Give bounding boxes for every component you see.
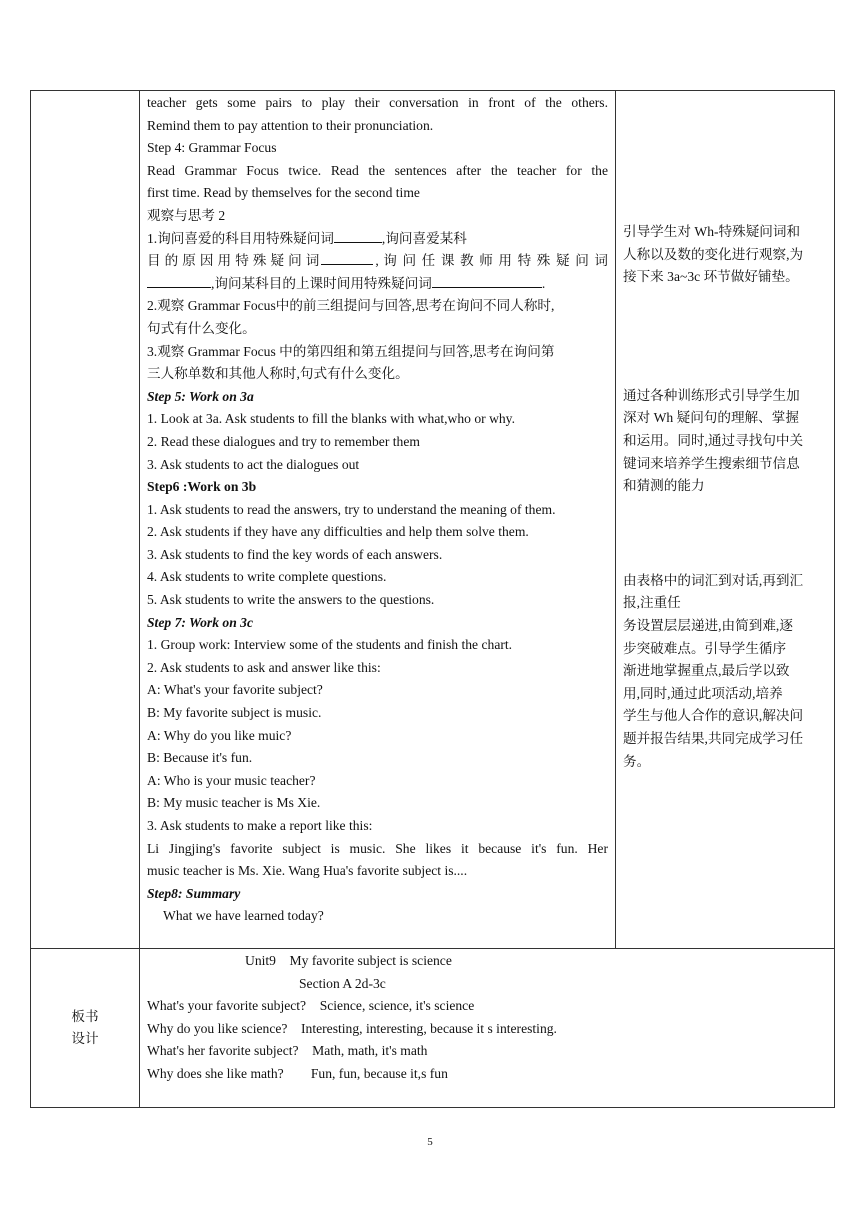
text-line: teacher gets some pairs to play their conversation in front of the others. xyxy=(147,95,608,110)
text-line: 2. Ask students to ask and answer like this: xyxy=(147,659,381,675)
fill-blank-line xyxy=(147,273,608,296)
text-line: first time. Read by themselves for the second time xyxy=(147,185,420,201)
note-line: 和运用。同时,通过寻找句中关 xyxy=(623,432,804,448)
text-line: 4. Ask students to write complete questions. xyxy=(147,569,387,585)
text-line: 2. Ask students if they have any difficulties and help them solve them. xyxy=(147,524,529,540)
text-line: 3. Ask students to find the key words of each answers. xyxy=(147,546,443,562)
procedure-row xyxy=(31,91,835,949)
board-design-cell xyxy=(140,949,835,1108)
note-line: 报,注重任 xyxy=(623,595,681,611)
fill-blank-line xyxy=(147,250,608,273)
text-line: 3. Ask students to act the dialogues out xyxy=(147,456,360,472)
dialogue-line: B: Because it's fun. xyxy=(147,750,253,766)
text-line: What we have learned today? xyxy=(163,908,324,924)
board-line: What's your favorite subject? Science, science, it's science xyxy=(147,998,475,1014)
board-line: Why do you like science? Interesting, interesting, because it s interesting. xyxy=(147,1020,557,1036)
text-segment: , 询 问 任 课 教 师 用 特 殊 疑 问 词 xyxy=(375,253,608,269)
note-line: 键词来培养学生搜索细节信息 xyxy=(623,455,800,471)
text-line: 3. Ask students to make a report like this: xyxy=(147,818,373,833)
procedure-cell xyxy=(140,91,616,949)
text-segment: 1.询问喜爱的科目用特殊疑问词 xyxy=(147,230,334,246)
text-line: 1. Look at 3a. Ask students to fill the blanks with what,who or why. xyxy=(147,411,515,427)
board-design-label-cell xyxy=(31,949,140,1108)
note-line: 人称以及数的变化进行观察,为 xyxy=(623,246,804,262)
page-number: 5 xyxy=(427,1136,433,1148)
step-heading: Step8: Summary xyxy=(147,885,241,901)
note-line: 步突破难点。引导学生循序 xyxy=(623,640,787,656)
dialogue-line: A: Who is your music teacher? xyxy=(147,772,316,788)
dialogue-line: A: What's your favorite subject? xyxy=(147,682,323,698)
text-line: music teacher is Ms. Xie. Wang Hua's favorite subject is.... xyxy=(147,863,468,879)
dialogue-line: A: Why do you like muic? xyxy=(147,727,292,743)
text-segment: ,询问喜爱某科 xyxy=(381,230,467,246)
note-line: 题并报告结果,共同完成学习任 xyxy=(623,730,804,746)
board-design-label: 设计 xyxy=(71,1031,99,1047)
answer-blank xyxy=(432,273,542,288)
note-line: 渐进地掌握重点,最后学以致 xyxy=(623,663,790,679)
text-line: 观察与思考 2 xyxy=(147,207,226,223)
step-heading: Step 4: Grammar Focus xyxy=(147,140,277,156)
board-line: Why does she like math? Fun, fun, because it,s fun xyxy=(147,1065,448,1081)
text-line: 2. Read these dialogues and try to remember them xyxy=(147,433,420,449)
answer-blank xyxy=(321,250,373,265)
text-line: 1. Ask students to read the answers, try to understand the meaning of them. xyxy=(147,501,556,517)
board-design-label: 板书 xyxy=(71,1009,99,1025)
answer-blank xyxy=(334,228,382,243)
fill-blank-line xyxy=(147,228,608,251)
note-line: 接下来 3a~3c 环节做好铺垫。 xyxy=(623,269,799,285)
empty-label-cell xyxy=(31,91,140,949)
text-line: 3.观察 Grammar Focus 中的第四组和第五组提问与回答,思考在询问第 xyxy=(147,343,555,359)
board-design-row xyxy=(31,949,835,1108)
note-line: 通过各种训练形式引导学生加 xyxy=(623,387,800,403)
text-segment: 目 的 原 因 用 特 殊 疑 问 词 xyxy=(147,253,320,269)
text-line: 2.观察 Grammar Focus中的前三组提问与回答,思考在询问不同人称时, xyxy=(147,298,555,314)
note-line: 和猜测的能力 xyxy=(623,478,705,494)
text-line: Li Jingjing's favorite subject is music. She likes it because it's fun. Her xyxy=(147,840,608,856)
board-subtitle: Section A 2d-3c xyxy=(299,975,386,991)
text-line: Remind them to pay attention to their pronunciation. xyxy=(147,117,434,133)
text-line: 5. Ask students to write the answers to the questions. xyxy=(147,592,435,608)
design-intent-cell xyxy=(616,91,835,949)
note-line: 引导学生对 Wh-特殊疑问词和 xyxy=(623,224,801,239)
note-line: 学生与他人合作的意识,解决问 xyxy=(623,708,804,724)
lesson-plan-table xyxy=(30,90,835,1108)
text-line: 1. Group work: Interview some of the students and finish the chart. xyxy=(147,637,513,653)
board-line: What's her favorite subject? Math, math, it's math xyxy=(147,1043,428,1059)
board-title: Unit9 My favorite subject is science xyxy=(245,953,452,968)
text-segment: ,询问某科目的上课时间用特殊疑问词 xyxy=(211,275,432,291)
text-line: 三人称单数和其他人称时,句式有什么变化。 xyxy=(147,366,409,382)
dialogue-line: B: My favorite subject is music. xyxy=(147,705,322,721)
text-line: 句式有什么变化。 xyxy=(147,320,256,336)
step-heading: Step 5: Work on 3a xyxy=(147,388,254,404)
note-line: 务设置层层递进,由简到难,逐 xyxy=(623,617,793,633)
answer-blank xyxy=(147,273,211,288)
note-line: 用,同时,通过此项活动,培养 xyxy=(623,685,783,701)
step-heading: Step6 :Work on 3b xyxy=(147,479,257,495)
dialogue-line: B: My music teacher is Ms Xie. xyxy=(147,795,321,811)
text-segment: . xyxy=(541,275,546,291)
note-line: 务。 xyxy=(623,753,651,769)
text-line: Read Grammar Focus twice. Read the sentences after the teacher for the xyxy=(147,162,608,178)
step-heading: Step 7: Work on 3c xyxy=(147,614,253,630)
note-line: 深对 Wh 疑问句的理解、掌握 xyxy=(623,410,799,426)
note-line: 由表格中的词汇到对话,再到汇 xyxy=(623,572,804,588)
